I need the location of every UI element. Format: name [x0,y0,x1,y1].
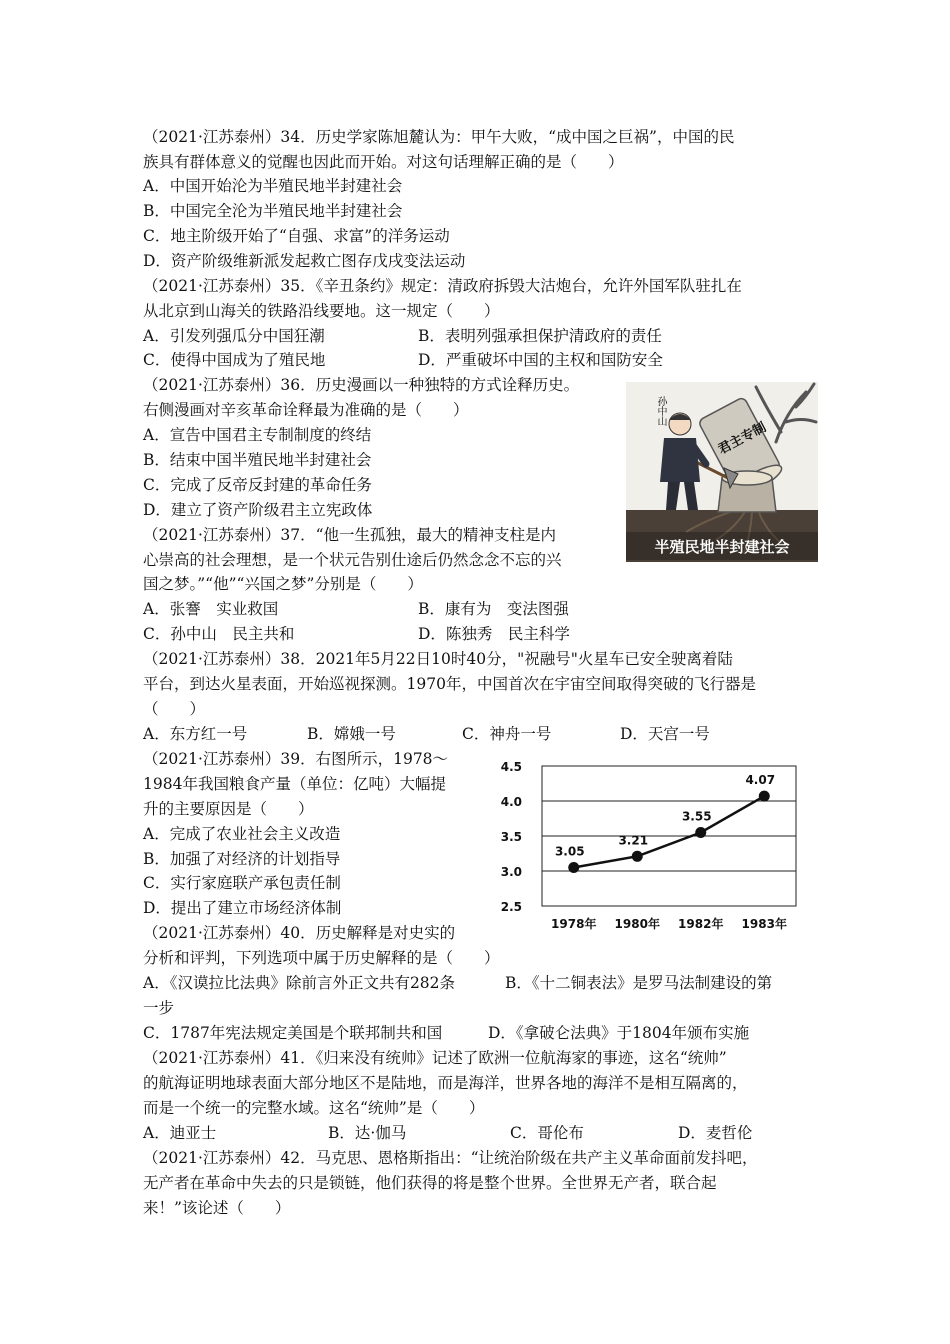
chart-y-tick-label: 4.0 [500,795,522,809]
q36-stem-line2: 右侧漫画对辛亥革命诠释最为准确的是（ ） [143,401,469,419]
q38-stem-line3: （ ） [143,700,206,718]
q34-option-b: B．中国完全沦为半殖民地半封建社会 [143,202,403,220]
chart-data-label: 3.55 [681,809,712,824]
q40-option-b-continued: 一步 [143,999,175,1017]
q38-option-c: C．神舟一号 [462,725,552,743]
q41-option-b: B．达·伽马 [328,1124,407,1142]
q40-stem-line2: 分析和评判，下列选项中属于历史解释的是（ ） [143,949,500,967]
chart-y-tick-label: 2.5 [500,900,522,914]
q35-stem-line2: 从北京到山海关的铁路沿线要地。这一规定（ ） [143,302,500,320]
q34-option-c: C．地主阶级开始了“自强、求富”的洋务运动 [143,227,450,245]
chart-data-point [695,827,706,838]
q36-option-b: B．结束中国半殖民地半封建社会 [143,451,372,469]
cartoon-person-label: 孙中山 [636,396,666,407]
q40-option-c: C．1787年宪法规定美国是个联邦制共和国 [143,1024,443,1042]
chart-y-tick-label: 4.5 [500,760,522,774]
q38-option-a: A．东方红一号 [143,725,248,743]
q39-option-c: C．实行家庭联产承包责任制 [143,874,341,892]
chart-x-tick-label: 1982年 [678,917,724,931]
q36-option-c: C．完成了反帝反封建的革命任务 [143,476,372,494]
chart-x-tick-label: 1978年 [551,917,597,931]
q35-stem-line1: （2021·江苏泰州）35．《辛丑条约》规定：清政府拆毁大沽炮台，允许外国军队驻扎在 [143,277,742,295]
q42-stem-line2: 无产者在革命中失去的只是锁链，他们获得的将是整个世界。全世界无产者，联合起 [143,1174,717,1192]
q41-stem-line3: 而是一个统一的完整水域。这名“统帅”是（ ） [143,1099,485,1117]
q37-option-b: B．康有为 变法图强 [418,600,569,618]
q38-stem-line1: （2021·江苏泰州）38．2021年5月22日10时40分，"祝融号"火星车已安全驶离着陆 [143,650,733,668]
q39-option-d: D．提出了建立市场经济体制 [143,899,342,917]
q41-stem-line2: 的航海证明地球表面大部分地区不是陆地，而是海洋，世界各地的海洋不是相互隔离的， [143,1074,748,1092]
grain-output-line-chart [492,756,802,936]
chart-y-tick-label: 3.0 [500,865,522,879]
q39-option-a: A．完成了农业社会主义改造 [143,825,341,843]
q42-stem-line3: 来！”该论述（ ） [143,1199,291,1217]
xinhai-revolution-cartoon [626,382,818,562]
q39-option-b: B．加强了对经济的计划指导 [143,850,341,868]
cartoon-trunk-label: 君主专制 [715,420,769,458]
chart-series-line [574,796,765,867]
q36-option-a: A．宣告中国君主专制制度的终结 [143,426,372,444]
q38-option-b: B．嫦娥一号 [307,725,396,743]
chart-y-tick-label: 3.5 [500,830,522,844]
q37-stem-line3: 国之梦。”“他”“兴国之梦”分别是（ ） [143,575,423,593]
q41-stem-line1: （2021·江苏泰州）41．《归来没有统帅》记述了欧洲一位航海家的事迹，这名“统帅” [143,1049,727,1067]
q37-stem-line1: （2021·江苏泰州）37．“他一生孤独，最大的精神支柱是内 [143,526,557,544]
q40-option-b: B．《十二铜表法》是罗马法制建设的第 [505,974,773,992]
q35-option-b: B．表明列强承担保护清政府的责任 [418,327,662,345]
cartoon-caption: 半殖民地半封建社会 [654,538,790,556]
q40-stem-line1: （2021·江苏泰州）40．历史解释是对史实的 [143,924,456,942]
chart-data-label: 3.21 [618,833,649,848]
q39-stem-line2: 1984年我国粮食产量（单位：亿吨）大幅提 [143,775,446,793]
chart-x-tick-label: 1980年 [614,917,660,931]
chart-x-tick-label: 1983年 [741,917,787,931]
q36-stem-line1: （2021·江苏泰州）36．历史漫画以一种独特的方式诠释历史。 [143,376,580,394]
q37-option-c: C．孙中山 民主共和 [143,625,295,643]
q34-stem-line2: 族具有群体意义的觉醒也因此而开始。对这句话理解正确的是（ ） [143,153,624,171]
chart-data-point [632,851,643,862]
q35-option-d: D．严重破坏中国的主权和国防安全 [418,351,663,369]
q37-option-d: D．陈独秀 民主科学 [418,625,570,643]
q35-option-a: A．引发列强瓜分中国狂潮 [143,327,325,345]
q39-stem-line1: （2021·江苏泰州）39．右图所示，1978～ [143,750,449,768]
q41-option-a: A．迪亚士 [143,1124,217,1142]
q37-stem-line2: 心崇高的社会理想，是一个状元告别仕途后仍然念念不忘的兴 [143,551,562,569]
chart-data-point [759,791,770,802]
q40-option-a: A．《汉谟拉比法典》除前言外正文共有282条 [143,974,456,992]
q34-option-a: A．中国开始沦为半殖民地半封建社会 [143,177,403,195]
chart-data-label: 4.07 [745,773,776,788]
q40-option-d: D．《拿破仑法典》于1804年颁布实施 [488,1024,750,1042]
q41-option-c: C．哥伦布 [510,1124,584,1142]
q35-option-c: C．使得中国成为了殖民地 [143,351,326,369]
q36-option-d: D．建立了资产阶级君主立宪政体 [143,501,373,519]
chart-data-point [568,862,579,873]
chart-data-label: 3.05 [554,844,585,859]
q39-stem-line3: 升的主要原因是（ ） [143,800,314,818]
q37-option-a: A．张謇 实业救国 [143,600,279,618]
q34-stem-line1: （2021·江苏泰州）34．历史学家陈旭麓认为：甲午大败，“成中国之巨祸”，中国的民 [143,128,735,146]
q41-option-d: D．麦哲伦 [678,1124,753,1142]
q38-stem-line2: 平台，到达火星表面，开始巡视探测。1970年，中国首次在宇宙空间取得突破的飞行器是 [143,675,756,693]
q42-stem-line1: （2021·江苏泰州）42．马克思、恩格斯指出：“让统治阶级在共产主义革命面前发抖吧， [143,1149,758,1167]
q38-option-d: D．天宫一号 [620,725,710,743]
q34-option-d: D．资产阶级维新派发起救亡图存戊戌变法运动 [143,252,466,270]
